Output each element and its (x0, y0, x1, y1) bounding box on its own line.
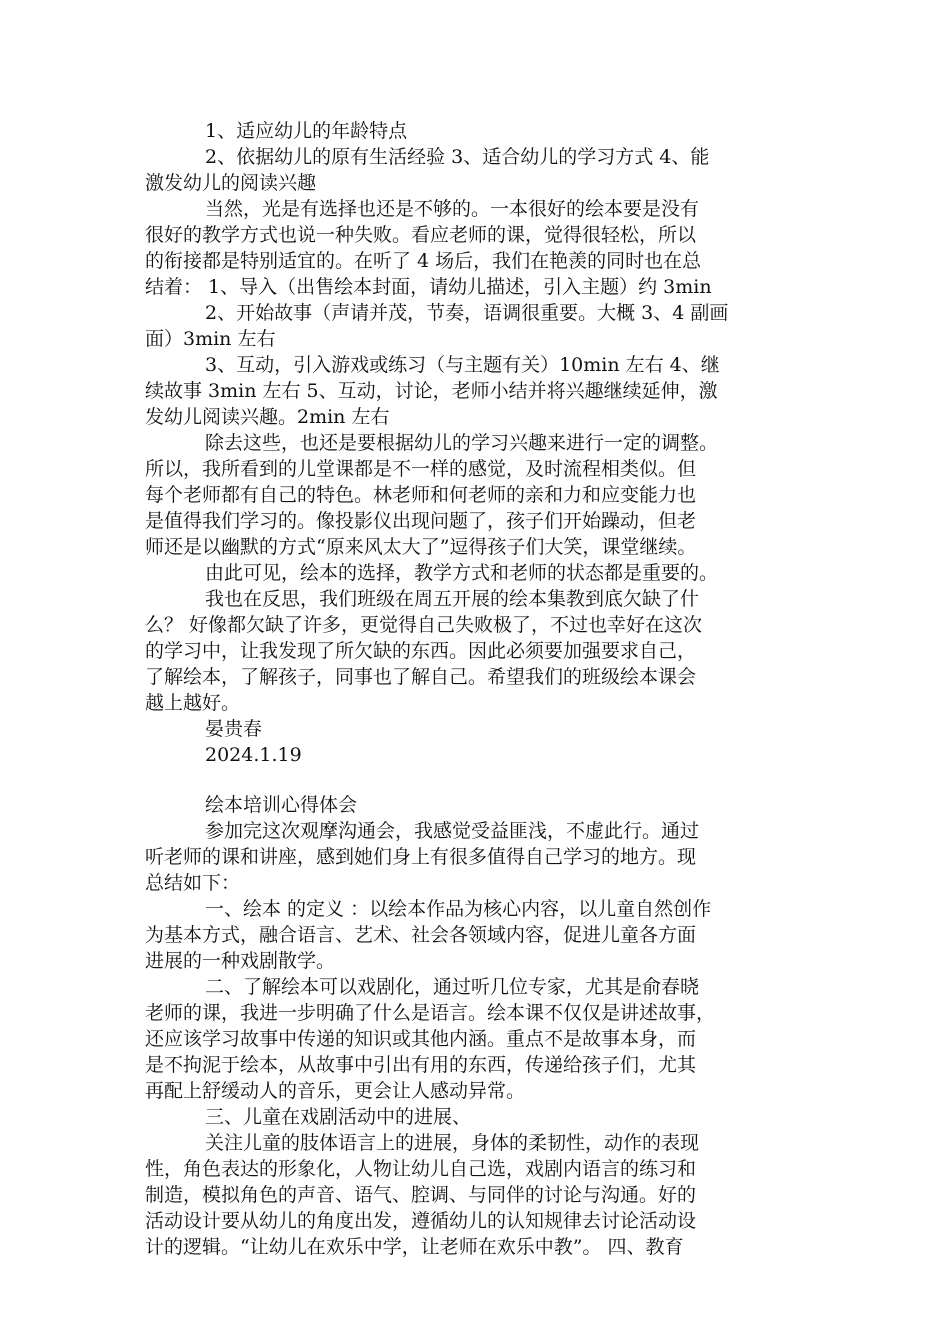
text-line: 为基本方式，融合语言、艺术、社会各领域内容，促进儿童各方面 (145, 924, 697, 946)
text-line: 2、依据幼儿的原有生活经验 3、适合幼儿的学习方式 4、能 (205, 146, 710, 168)
text-line: 参加完这次观摩沟通会，我感觉受益匪浅，不虚此行。通过 (205, 820, 700, 842)
text-line: 总结如下： (145, 872, 241, 894)
text-line: 发幼儿阅读兴趣。2min 左右 (145, 406, 390, 428)
text-line: 每个老师都有自己的特色。林老师和何老师的亲和力和应变能力也 (145, 484, 697, 506)
text-line: 的学习中，让我发现了所欠缺的东西。因此必须要加强要求自己， (145, 640, 697, 662)
text-line: 关注儿童的肢体语言上的进展，身体的柔韧性，动作的表现 (205, 1132, 700, 1154)
section-reflection (145, 118, 825, 768)
text-line: 绘本培训心得体会 (205, 794, 358, 816)
text-line: 激发幼儿的阅读兴趣 (145, 172, 317, 194)
text-line: 一、绘本 的定义 ：以绘本作品为核心内容，以儿童自然创作 (205, 898, 712, 920)
text-line: 是值得我们学习的。像投影仪出现问题了，孩子们开始躁动，但老 (145, 510, 697, 532)
text-line: 的衔接都是特别适宜的。在听了 4 场后，我们在艳羡的同时也在总 (145, 250, 702, 272)
text-line: 结着： 1、导入（出售绘本封面，请幼儿描述，引入主题）约 3min (145, 276, 712, 298)
text-line: 2、开始故事（声请并茂，节奏，语调很重要。大概 3、4 副画 (205, 302, 729, 324)
text-line: 听老师的课和讲座，感到她们身上有很多值得自己学习的地方。现 (145, 846, 697, 868)
text-line: 再配上舒缓动人的音乐，更会让人感动异常。 (145, 1080, 526, 1102)
text-line: 所以，我所看到的儿堂课都是不一样的感觉，及时流程相类似。但 (145, 458, 697, 480)
text-line: 三、儿童在戏剧活动中的进展、 (205, 1106, 472, 1128)
text-line: 除去这些，也还是要根据幼儿的学习兴趣来进行一定的调整。 (205, 432, 719, 454)
text-line: 1、适应幼儿的年龄特点 (205, 120, 408, 142)
text-line: 我也在反思，我们班级在周五开展的绘本集教到底欠缺了什 (205, 588, 700, 610)
text-line: 还应该学习故事中传递的知识或其他内涵。重点不是故事本身，而 (145, 1028, 697, 1050)
text-line: 续故事 3min 左右 5、互动，讨论，老师小结并将兴趣继续延伸，激 (145, 380, 718, 402)
text-line: 计的逻辑。“让幼儿在欢乐中学，让老师在欢乐中教”。 四、教育 (145, 1236, 684, 1258)
text-line: 3、互动，引入游戏或练习（与主题有关）10min 左右 4、继 (205, 354, 720, 376)
text-line: 2024.1.19 (205, 744, 302, 766)
text-line: 越上越好。 (145, 692, 241, 714)
text-line: 面）3min 左右 (145, 328, 276, 350)
text-line: 老师的课，我进一步明确了什么是语言。绘本课不仅仅是讲述故事， (145, 1002, 716, 1024)
text-line: 是不拘泥于绘本，从故事中引出有用的东西，传递给孩子们，尤其 (145, 1054, 697, 1076)
text-line: 晏贵春 (205, 718, 263, 740)
text-line: 很好的教学方式也说一种失败。看应老师的课，觉得很轻松，所以 (145, 224, 697, 246)
text-line: 活动设计要从幼儿的角度出发，遵循幼儿的认知规律去讨论活动设 (145, 1210, 697, 1232)
text-line: 进展的一种戏剧散学。 (145, 950, 336, 972)
text-line: 性，角色表达的形象化，人物让幼儿自己选，戏剧内语言的练习和 (145, 1158, 697, 1180)
text-line: 么？ 好像都欠缺了许多，更觉得自己失败极了，不过也幸好在这次 (145, 614, 703, 636)
text-line: 了解绘本，了解孩子，同事也了解自己。希望我们的班级绘本课会 (145, 666, 697, 688)
text-line: 制造，模拟角色的声音、语气、腔调、与同伴的讨论与沟通。好的 (145, 1184, 697, 1206)
text-line: 师还是以幽默的方式“原来风太大了”逗得孩子们大笑，课堂继续。 (145, 536, 697, 558)
text-line: 二、了解绘本可以戏剧化，通过听几位专家，尤其是俞春晓 (205, 976, 700, 998)
text-line: 当然，光是有选择也还是不够的。一本很好的绘本要是没有 (205, 198, 700, 220)
section-gap (145, 768, 825, 792)
section-training-notes (145, 792, 825, 1260)
document-page (145, 118, 825, 1260)
text-line: 由此可见，绘本的选择，教学方式和老师的状态都是重要的。 (205, 562, 719, 584)
